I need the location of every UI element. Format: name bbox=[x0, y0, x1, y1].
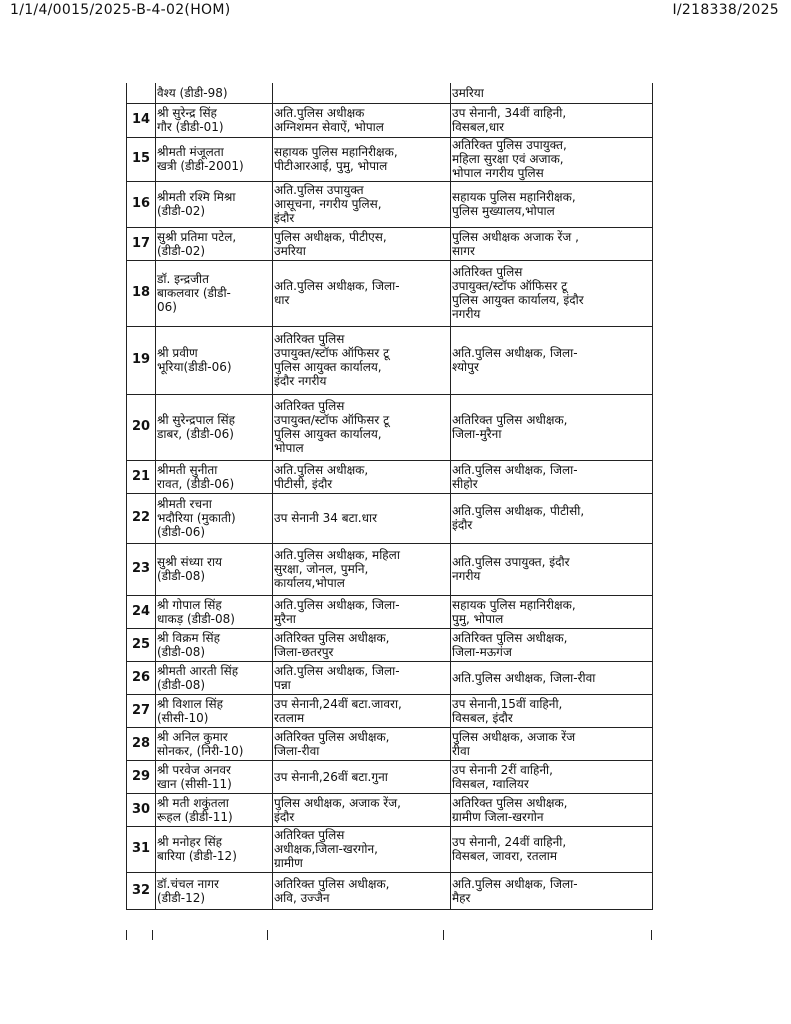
name-cell: श्री मनोहर सिंह बारिया (डीडी-12) bbox=[156, 826, 273, 872]
serial-cell: 26 bbox=[127, 661, 156, 694]
from-cell: अति.पुलिस अधीक्षक, जिला- धार bbox=[273, 260, 451, 326]
name-cell: श्री परवेज अनवर खान (सीसी-11) bbox=[156, 760, 273, 793]
from-cell: अति.पुलिस अधीक्षक, जिला- पन्ना bbox=[273, 661, 451, 694]
to-cell: अतिरिक्त पुलिस अधीक्षक, जिला-मऊगंज bbox=[451, 628, 653, 661]
table-row bbox=[127, 227, 653, 260]
name-cell: सुश्री प्रतिमा पटेल, (डीडी-02) bbox=[156, 227, 273, 260]
name-cell: श्री अनिल कुमार सोनकर, (निरी-10) bbox=[156, 727, 273, 760]
serial-cell: 21 bbox=[127, 460, 156, 493]
table-row bbox=[127, 181, 653, 227]
table-row bbox=[127, 137, 653, 181]
serial-cell: 18 bbox=[127, 260, 156, 326]
name-cell: श्री विशाल सिंह (सीसी-10) bbox=[156, 694, 273, 727]
serial-cell: 16 bbox=[127, 181, 156, 227]
name-cell: श्रीमती सुनीता रावत, (डीडी-06) bbox=[156, 460, 273, 493]
to-cell: अतिरिक्त पुलिस उपायुक्त/स्टॉफ ऑफिसर टू पुलिस आयुक्त कार्यालय, इंदौर नगरीय bbox=[451, 260, 653, 326]
name-cell: श्री मती शकुंतला रूहल (डीडी-11) bbox=[156, 793, 273, 826]
table-row bbox=[127, 826, 653, 872]
table-row bbox=[127, 493, 653, 543]
to-cell: पुलिस अधीक्षक अजाक रेंज , सागर bbox=[451, 227, 653, 260]
from-cell: अतिरिक्त पुलिस अधीक्षक,जिला-खरगोन, ग्रामीण bbox=[273, 826, 451, 872]
to-cell: अति.पुलिस अधीक्षक, पीटीसी, इंदौर bbox=[451, 493, 653, 543]
name-cell: श्रीमती आरती सिंह (डीडी-08) bbox=[156, 661, 273, 694]
to-cell: अति.पुलिस उपायुक्त, इंदौर नगरीय bbox=[451, 543, 653, 595]
to-cell: उप सेनानी 2रीं वाहिनी, विसबल, ग्वालियर bbox=[451, 760, 653, 793]
table-continuation-lines bbox=[126, 930, 652, 940]
table-row bbox=[127, 760, 653, 793]
to-cell: सहायक पुलिस महानिरीक्षक, पुलिस मुख्यालय,भोपाल bbox=[451, 181, 653, 227]
table-row bbox=[127, 260, 653, 326]
name-cell: श्री सुरेन्द्र सिंह गौर (डीडी-01) bbox=[156, 103, 273, 137]
table-row bbox=[127, 394, 653, 460]
file-number: 1/1/4/0015/2025-B-4-02(HOM) bbox=[10, 2, 231, 18]
table-row bbox=[127, 595, 653, 628]
to-cell: उप सेनानी, 34वीं वाहिनी, विसबल,धार bbox=[451, 103, 653, 137]
to-cell: उप सेनानी,15वीं वाहिनी, विसबल, इंदौर bbox=[451, 694, 653, 727]
name-cell: वैश्य (डीडी-98) bbox=[156, 83, 273, 103]
table-row bbox=[127, 661, 653, 694]
from-cell: अति.पुलिस अधीक्षक, पीटीसी, इंदौर bbox=[273, 460, 451, 493]
table-row bbox=[127, 103, 653, 137]
from-cell: अतिरिक्त पुलिस उपायुक्त/स्टॉफ ऑफिसर टू पुलिस आयुक्त कार्यालय, इंदौर नगरीय bbox=[273, 326, 451, 394]
to-cell: अति.पुलिस अधीक्षक, जिला- श्योपुर bbox=[451, 326, 653, 394]
from-cell: सहायक पुलिस महानिरीक्षक, पीटीआरआई, पुमु, भोपाल bbox=[273, 137, 451, 181]
name-cell: श्री प्रवीण भूरिया(डीडी-06) bbox=[156, 326, 273, 394]
serial-cell: 20 bbox=[127, 394, 156, 460]
to-cell: अति.पुलिस अधीक्षक, जिला- सीहोर bbox=[451, 460, 653, 493]
transfer-table bbox=[126, 83, 653, 910]
serial-cell bbox=[127, 83, 156, 103]
serial-cell: 29 bbox=[127, 760, 156, 793]
table-row bbox=[127, 694, 653, 727]
name-cell: श्री सुरेन्द्रपाल सिंह डाबर, (डीडी-06) bbox=[156, 394, 273, 460]
from-cell: उप सेनानी,24वीं बटा.जावरा, रतलाम bbox=[273, 694, 451, 727]
to-cell: अति.पुलिस अधीक्षक, जिला-रीवा bbox=[451, 661, 653, 694]
serial-cell: 24 bbox=[127, 595, 156, 628]
from-cell: पुलिस अधीक्षक, अजाक रेंज, इंदौर bbox=[273, 793, 451, 826]
table-row bbox=[127, 628, 653, 661]
table-row bbox=[127, 543, 653, 595]
serial-cell: 25 bbox=[127, 628, 156, 661]
name-cell: डॉ. इन्द्रजीत बाकलवार (डीडी- 06) bbox=[156, 260, 273, 326]
serial-cell: 23 bbox=[127, 543, 156, 595]
name-cell: श्रीमती रश्मि मिश्रा (डीडी-02) bbox=[156, 181, 273, 227]
from-cell: अति.पुलिस अधीक्षक, जिला- मुरैना bbox=[273, 595, 451, 628]
name-cell: डॉ.चंचल नागर (डीडी-12) bbox=[156, 872, 273, 909]
from-cell: अतिरिक्त पुलिस अधीक्षक, जिला-रीवा bbox=[273, 727, 451, 760]
document-number: I/218338/2025 bbox=[672, 2, 779, 18]
to-cell: उप सेनानी, 24वीं वाहिनी, विसबल, जावरा, रतलाम bbox=[451, 826, 653, 872]
table-row bbox=[127, 727, 653, 760]
from-cell: अतिरिक्त पुलिस उपायुक्त/स्टॉफ ऑफिसर टू पुलिस आयुक्त कार्यालय, भोपाल bbox=[273, 394, 451, 460]
name-cell: श्री विक्रम सिंह (डीडी-08) bbox=[156, 628, 273, 661]
continuation-row bbox=[127, 83, 653, 103]
serial-cell: 19 bbox=[127, 326, 156, 394]
serial-cell: 27 bbox=[127, 694, 156, 727]
table-row bbox=[127, 460, 653, 493]
name-cell: श्रीमती रचना भदौरिया (मुकाती) (डीडी-06) bbox=[156, 493, 273, 543]
to-cell: अति.पुलिस अधीक्षक, जिला- मैहर bbox=[451, 872, 653, 909]
from-cell: उप सेनानी 34 बटा.धार bbox=[273, 493, 451, 543]
name-cell: सुश्री संध्या राय (डीडी-08) bbox=[156, 543, 273, 595]
to-cell: अतिरिक्त पुलिस अधीक्षक, जिला-मुरैना bbox=[451, 394, 653, 460]
from-cell: उप सेनानी,26वीं बटा.गुना bbox=[273, 760, 451, 793]
serial-cell: 15 bbox=[127, 137, 156, 181]
table-row bbox=[127, 326, 653, 394]
serial-cell: 17 bbox=[127, 227, 156, 260]
serial-cell: 14 bbox=[127, 103, 156, 137]
from-cell: पुलिस अधीक्षक, पीटीएस, उमरिया bbox=[273, 227, 451, 260]
serial-cell: 28 bbox=[127, 727, 156, 760]
serial-cell: 30 bbox=[127, 793, 156, 826]
to-cell: अतिरिक्त पुलिस अधीक्षक, ग्रामीण जिला-खरगोन bbox=[451, 793, 653, 826]
from-cell: अति.पुलिस उपायुक्त आसूचना, नगरीय पुलिस, इंदौर bbox=[273, 181, 451, 227]
from-cell: अति.पुलिस अधीक्षक अग्निशमन सेवाऐं, भोपाल bbox=[273, 103, 451, 137]
serial-cell: 31 bbox=[127, 826, 156, 872]
to-cell: सहायक पुलिस महानिरीक्षक, पुमु, भोपाल bbox=[451, 595, 653, 628]
to-cell: पुलिस अधीक्षक, अजाक रेंज रीवा bbox=[451, 727, 653, 760]
serial-cell: 32 bbox=[127, 872, 156, 909]
to-cell: अतिरिक्त पुलिस उपायुक्त, महिला सुरक्षा एवं अजाक, भोपाल नगरीय पुलिस bbox=[451, 137, 653, 181]
from-cell bbox=[273, 83, 451, 103]
from-cell: अतिरिक्त पुलिस अधीक्षक, अवि, उज्जैन bbox=[273, 872, 451, 909]
name-cell: श्री गोपाल सिंह धाकड़ (डीडी-08) bbox=[156, 595, 273, 628]
to-cell: उमरिया bbox=[451, 83, 653, 103]
table-row bbox=[127, 872, 653, 909]
serial-cell: 22 bbox=[127, 493, 156, 543]
from-cell: अति.पुलिस अधीक्षक, महिला सुरक्षा, जोनल, पुमनि, कार्यालय,भोपाल bbox=[273, 543, 451, 595]
table-row bbox=[127, 793, 653, 826]
from-cell: अतिरिक्त पुलिस अधीक्षक, जिला-छतरपुर bbox=[273, 628, 451, 661]
name-cell: श्रीमती मंजूलता खत्री (डीडी-2001) bbox=[156, 137, 273, 181]
